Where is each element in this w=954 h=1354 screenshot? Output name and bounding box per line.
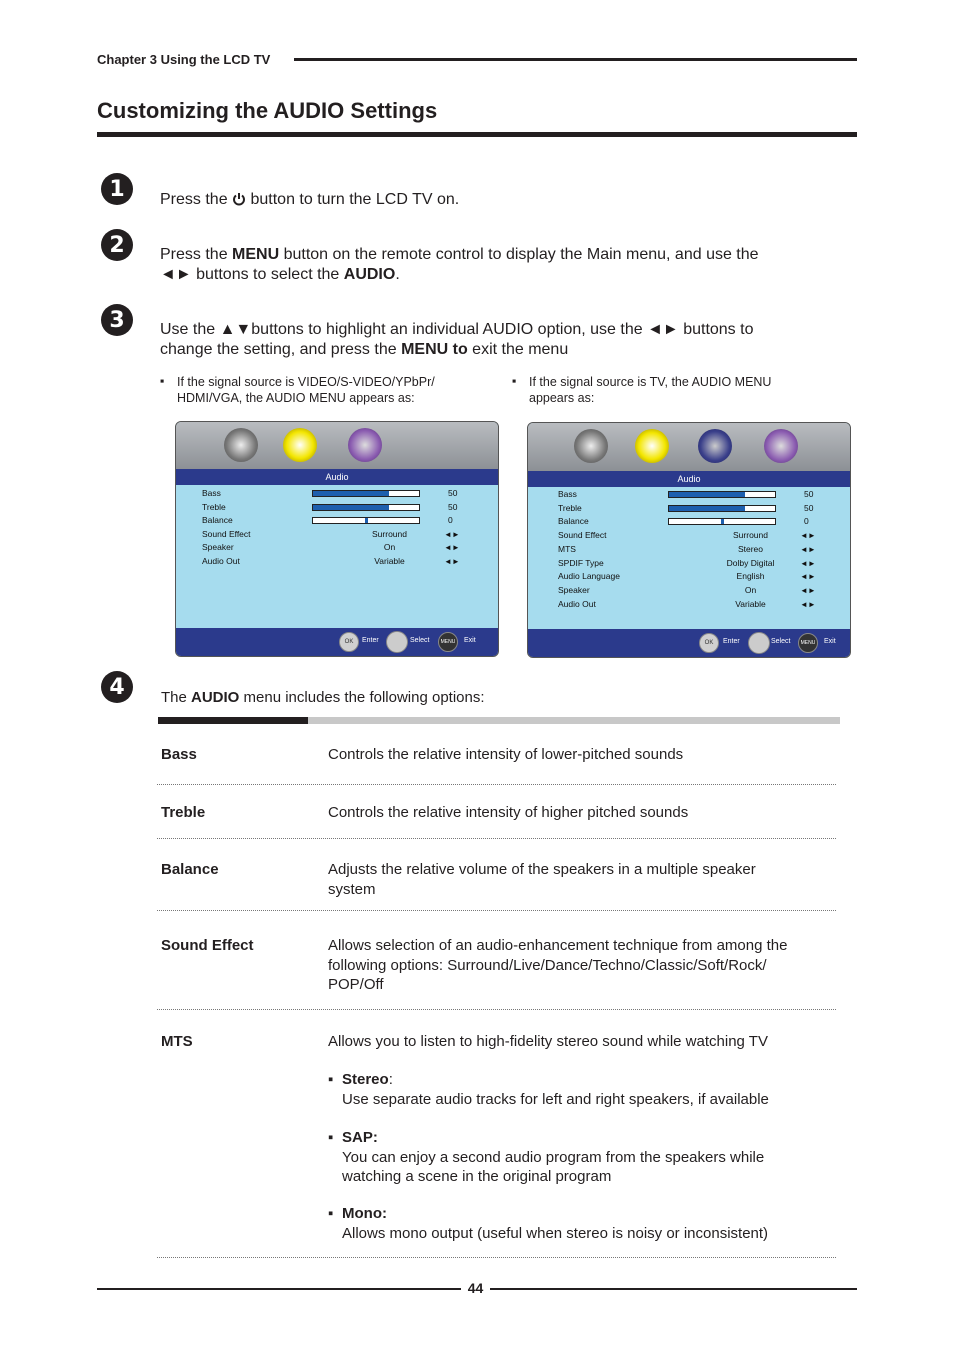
step-2-audio-bold: AUDIO [343,266,396,283]
page-title: Customizing the AUDIO Settings [97,98,438,123]
menu-row[interactable] [558,488,828,501]
divider [157,838,836,839]
menu-header: Audio [528,471,850,487]
menu-row[interactable] [558,529,828,542]
chapter-rule [294,58,857,61]
level-bar [312,504,420,511]
options-bar-light [308,717,840,724]
menu-row-label: Speaker [558,584,590,595]
step-4-audio-bold: AUDIO [191,689,240,706]
audio-icon [283,428,317,462]
page-number: 44 [467,1280,484,1296]
menu-footer [528,629,850,657]
mts-stereo-head: Stereo [342,1071,389,1088]
enter-label: Enter [362,637,379,644]
option-treble-name: Treble [161,804,206,821]
menu-icon-bar [528,423,850,471]
bullet-marker: ▪ [160,374,165,388]
step-1-post: button to turn the LCD TV on. [246,191,460,208]
left-right-arrows-icon: ◄► [444,557,460,566]
mts-stereo-colon: : [388,1071,393,1088]
dpad-icon [748,632,770,654]
bullet-marker: ▪ [512,374,517,388]
step-4-post: menu includes the following options: [239,689,485,706]
level-bar [668,491,776,498]
step-1-text [160,190,459,210]
menu-row[interactable] [558,598,828,611]
menu-row-label: Balance [202,515,233,526]
option-mts-name: MTS [161,1033,193,1050]
mts-sap-text: You can enjoy a second audio program from the speakers while watching a scene in the original program [342,1148,765,1185]
menu-row-number: 50 [804,489,814,499]
divider [157,784,836,785]
menu-row-number: 0 [448,515,453,526]
step-4-pre: The [161,689,192,706]
menu-row[interactable] [558,570,828,583]
step-2-line2-pre: buttons to select the [191,266,344,283]
menu-row-label: Speaker [202,542,234,553]
step-3-pre: Use the [160,321,220,338]
level-bar-fill [313,505,389,510]
menu-row-label: Sound Effect [558,530,607,541]
power-icon [232,192,246,206]
picture-icon [574,429,608,463]
ok-button-icon: OK [339,632,359,652]
audio-menu-screenshot-left [175,421,499,657]
left-right-arrows-icon: ◄► [800,544,816,554]
menu-row[interactable] [202,501,472,514]
enter-label: Enter [723,638,740,645]
option-balance-desc: Adjusts the relative volume of the speakers in a multiple speaker system [328,861,756,898]
menu-row-value: On [383,542,396,553]
audio-icon [635,429,669,463]
step-4-text [161,688,485,708]
option-bass-name: Bass [161,746,197,763]
divider [157,1009,836,1010]
level-bar-fill [669,506,745,511]
exit-label: Exit [464,637,476,644]
menu-row-number: 0 [804,516,809,527]
menu-header: Audio [176,469,498,485]
left-right-arrows-icon: ◄► [160,266,192,283]
mts-mono-head: Mono: [342,1205,387,1222]
setup-icon [348,428,382,462]
step-2-line2-post: . [395,266,400,283]
step-3-number: 3 [101,304,133,336]
step-2-post: button on the remote control to display the Main menu, and use the [279,246,759,263]
option-balance-name: Balance [161,861,219,878]
menu-row[interactable] [558,557,828,570]
footer-rule-right [490,1288,857,1290]
menu-row-value: Variable [735,598,766,609]
level-bar-fill [313,491,389,496]
level-bar [312,490,420,497]
menu-row-value: Variable [374,556,405,566]
left-right-arrows-icon: ◄► [800,585,816,595]
menu-row-value: Dolby Digital [726,557,775,568]
step-4-number: 4 [101,671,133,703]
audio-menu-screenshot-right [527,422,851,658]
picture-icon [224,428,258,462]
menu-row-label: Treble [558,502,582,513]
menu-row-label: Balance [558,516,589,527]
step-2-menu-bold: MENU [232,246,280,263]
menu-row-label: SPDIF Type [558,557,604,568]
step-3-text [160,320,850,360]
step-1-pre: Press the [160,191,233,208]
menu-row[interactable] [202,541,472,554]
select-label: Select [771,638,791,645]
menu-row[interactable] [558,502,828,515]
option-sound-effect-name: Sound Effect [161,937,254,954]
footer-rule-left [97,1288,461,1290]
left-right-arrows-icon: ◄► [800,531,816,541]
menu-row-label: Audio Language [558,571,620,582]
menu-row[interactable] [202,528,472,541]
select-label: Select [410,637,430,644]
option-sound-effect-desc: Allows selection of an audio-enhancement technique from among the following options: Surround/Live/Dance/Techno/Classic/Soft/Rock/ POP/Off [328,937,788,993]
menu-row-number: 50 [448,488,458,498]
menu-row-value: On [744,584,757,595]
left-right-arrows-icon: ◄► [647,321,679,338]
menu-row-label: Audio Out [202,556,240,566]
setup-icon [764,429,798,463]
mts-mono [342,1204,822,1243]
step-3-post: buttons to highlight an individual AUDIO option, use the [251,321,648,338]
balance-marker [721,519,724,524]
step-1-number: 1 [101,173,133,205]
title-rule [97,132,857,137]
level-bar [668,505,776,512]
balance-bar [312,517,420,524]
step-3-line2-pre: change the setting, and press the [160,341,402,358]
menu-row-label: Treble [202,501,226,512]
menu-row-label: Bass [202,488,221,498]
mts-mono-text: Allows mono output (useful when stereo is noisy or inconsistent) [342,1224,769,1242]
step-3-line2-post: exit the menu [467,341,569,358]
menu-row-label: Sound Effect [202,528,251,539]
mts-stereo [342,1070,822,1109]
step-2-pre: Press the [160,246,233,263]
bullet-marker: ▪ [328,1129,334,1146]
bullet-right-text: If the signal source is TV, the AUDIO MENU appears as: [529,375,772,405]
step-2-number: 2 [101,229,133,261]
menu-button-icon: MENU [438,632,458,652]
menu-row[interactable] [202,514,472,527]
menu-row[interactable] [558,584,828,597]
menu-row-number: 50 [804,502,814,513]
menu-button-icon: MENU [798,633,818,653]
left-right-arrows-icon: ◄► [444,529,460,539]
menu-icon-bar [176,422,498,470]
menu-row-label: MTS [558,543,576,554]
option-treble-desc: Controls the relative intensity of higher pitched sounds [328,804,689,821]
menu-row-label: Audio Out [558,598,596,609]
menu-row[interactable] [202,555,472,568]
menu-row[interactable] [558,515,828,528]
bullet-marker: ▪ [328,1205,334,1222]
menu-row[interactable] [202,487,472,500]
level-bar-fill [669,492,745,497]
step-3-tail: buttons to [678,321,754,338]
ok-button-icon: OK [699,633,719,653]
mts-sap [342,1128,812,1187]
menu-row-value: Surround [372,528,407,539]
step-2-text [160,245,850,285]
bullet-left-text: If the signal source is VIDEO/S-VIDEO/YPbPr/ HDMI/VGA, the AUDIO MENU appears as: [177,375,435,405]
menu-footer [176,628,498,656]
balance-marker [365,518,368,523]
divider [157,1257,836,1258]
mts-sap-head: SAP: [342,1129,378,1146]
mts-stereo-text: Use separate audio tracks for left and right speakers, if available [342,1090,769,1108]
menu-row-number: 50 [448,501,458,512]
options-bar-dark [158,717,308,724]
left-right-arrows-icon: ◄► [800,558,816,568]
menu-row-value: Surround [733,530,768,541]
step-3-menu-bold: MENU to [401,341,468,358]
up-down-arrows-icon: ▲▼ [219,321,252,338]
exit-label: Exit [824,638,836,645]
menu-row-value: English [736,571,765,582]
menu-row-label: Bass [558,489,577,499]
dpad-icon [386,631,408,653]
divider [157,910,836,911]
tv-icon [698,429,732,463]
option-mts-desc: Allows you to listen to high-fidelity stereo sound while watching TV [328,1033,768,1050]
left-right-arrows-icon: ◄► [800,599,816,609]
menu-row[interactable] [558,543,828,556]
option-bass-desc: Controls the relative intensity of lower-pitched sounds [328,746,684,763]
left-right-arrows-icon: ◄► [444,543,460,553]
bullet-marker: ▪ [328,1071,334,1088]
left-right-arrows-icon: ◄► [800,572,816,582]
chapter-label: Chapter 3 Using the LCD TV [97,52,271,67]
menu-row-value: Stereo [737,543,764,554]
balance-bar [668,518,776,525]
